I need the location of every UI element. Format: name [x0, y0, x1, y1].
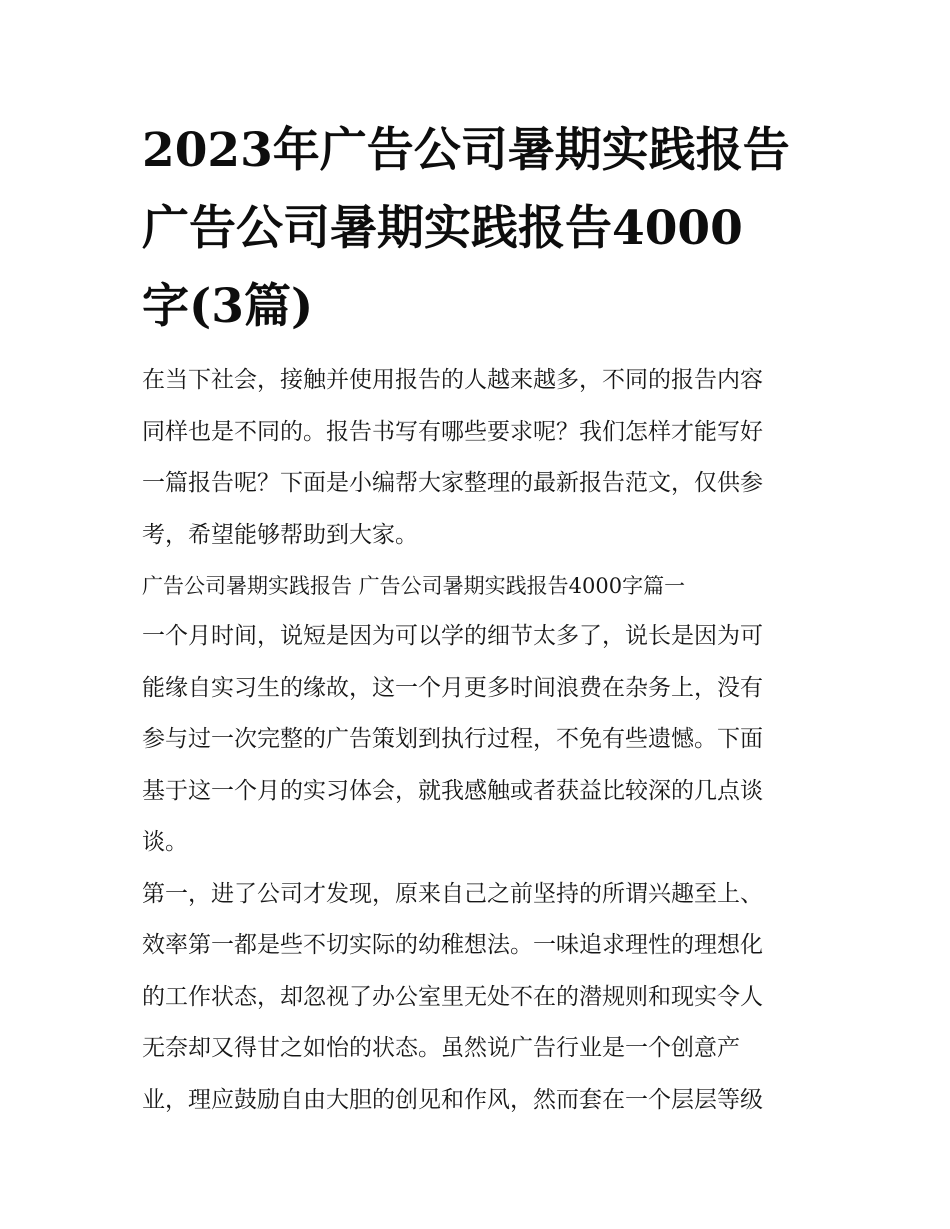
intro-paragraph — [142, 355, 822, 561]
paragraph-line: 效率第一都是些不切实际的幼稚想法。一味追求理性的理想化 — [142, 932, 763, 958]
title-line-3: 字(3篇) — [142, 279, 314, 334]
body-paragraph-1 — [142, 611, 822, 869]
title-line-1: 2023年广告公司暑期实践报告 — [142, 123, 790, 178]
paragraph-line: 第一，进了公司才发现，原来自己之前坚持的所谓兴趣至上、 — [142, 880, 763, 907]
section-heading: 广告公司暑期实践报告 广告公司暑期实践报告4000字篇一 — [142, 574, 686, 598]
paragraph-line: 业，理应鼓励自由大胆的创见和作风，然而套在一个层层等级 — [142, 1086, 763, 1113]
body-paragraph-2 — [142, 869, 822, 1127]
intro-line: 在当下社会，接触并使用报告的人越来越多，不同的报告内容 — [142, 367, 763, 393]
intro-line: 考，希望能够帮助到大家。 — [142, 521, 418, 548]
paragraph-line: 一个月时间，说短是因为可以学的细节太多了，说长是因为可 — [142, 623, 763, 649]
paragraph-line: 无奈却又得甘之如怡的状态。虽然说广告行业是一个创意产 — [142, 1035, 740, 1061]
document-body — [142, 355, 822, 1126]
document-title — [142, 112, 822, 346]
paragraph-line: 参与过一次完整的广告策划到执行过程，不免有些遗憾。下面 — [142, 726, 763, 752]
paragraph-line: 谈。 — [142, 829, 188, 855]
paragraph-line: 能缘自实习生的缘故，这一个月更多时间浪费在杂务上，没有 — [142, 674, 763, 701]
title-line-2: 广告公司暑期实践报告4000 — [142, 201, 743, 256]
paragraph-line: 基于这一个月的实习体会，就我感触或者获益比较深的几点谈 — [142, 777, 763, 804]
paragraph-line: 的工作状态，却忽视了办公室里无处不在的潜规则和现实令人 — [142, 983, 763, 1010]
intro-line: 同样也是不同的。报告书写有哪些要求呢？我们怎样才能写好 — [142, 418, 763, 445]
intro-line: 一篇报告呢？下面是小编帮大家整理的最新报告范文，仅供参 — [142, 470, 763, 496]
